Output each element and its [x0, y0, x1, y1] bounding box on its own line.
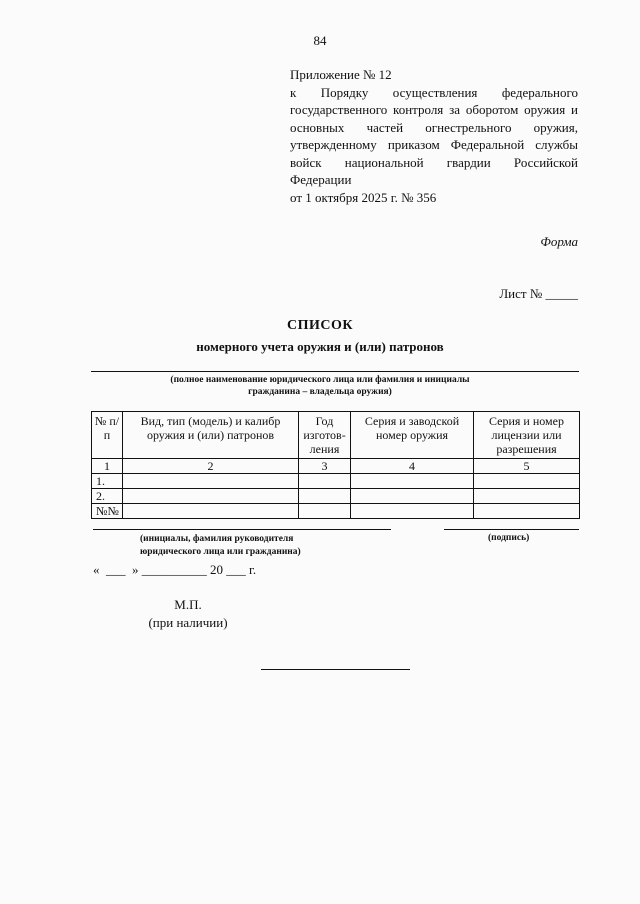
table-cell[interactable] [474, 489, 580, 504]
appendix-block [290, 66, 578, 206]
column-number: 5 [474, 459, 580, 474]
table-cell[interactable] [123, 489, 299, 504]
appendix-date-line: от 1 октября 2025 г. № 356 [290, 189, 437, 205]
signatory-caption [140, 533, 301, 559]
document-title: СПИСОК [286, 318, 354, 333]
date-line: « ___ » __________ 20 ___ г. [93, 562, 257, 577]
table-cell[interactable] [299, 489, 351, 504]
signatory-name-line [93, 529, 391, 530]
table-cell[interactable] [123, 474, 299, 489]
signatory-caption-line1: (инициалы, фамилия руководителя [140, 534, 294, 544]
signature-line [444, 529, 579, 530]
stamp-block [138, 596, 238, 632]
owner-name-line [91, 371, 579, 372]
table-cell[interactable] [123, 504, 299, 519]
owner-caption [130, 374, 510, 398]
table-row [92, 504, 580, 519]
header-license: Серия и номер лицензии или разрешения [474, 412, 580, 459]
stamp-note: (при наличии) [148, 615, 228, 630]
form-label: Форма [540, 234, 578, 249]
bottom-line [261, 669, 410, 670]
page-number: 84 [313, 33, 327, 48]
table-cell[interactable] [474, 504, 580, 519]
owner-caption-line1: (полное наименование юридического лица или фамилия и инициалы [170, 375, 470, 385]
sheet-number-label: Лист № _____ [499, 286, 578, 301]
weapons-table [91, 411, 580, 519]
signature-caption: (подпись) [488, 533, 530, 543]
column-number: 3 [299, 459, 351, 474]
column-number: 2 [123, 459, 299, 474]
signatory-caption-line2: юридического лица или гражданина) [140, 547, 301, 557]
document-subtitle: номерного учета оружия и (или) патронов [196, 339, 444, 354]
row-label: 2. [92, 489, 123, 504]
column-number-row [92, 459, 580, 474]
table-cell[interactable] [351, 474, 474, 489]
header-number: № п/п [92, 412, 123, 459]
table-cell[interactable] [351, 504, 474, 519]
column-number: 4 [351, 459, 474, 474]
stamp-label: М.П. [174, 597, 202, 612]
table-row [92, 474, 580, 489]
table-cell[interactable] [299, 504, 351, 519]
table-cell[interactable] [299, 474, 351, 489]
row-label: №№ [92, 504, 123, 519]
table-row [92, 489, 580, 504]
table-cell[interactable] [351, 489, 474, 504]
table-header-row [92, 412, 580, 459]
appendix-title: Приложение № 12 [290, 67, 392, 82]
header-serial: Серия и заводской номер оружия [351, 412, 474, 459]
row-label: 1. [92, 474, 123, 489]
appendix-body: к Порядку осуществления федерального государственного контроля за оборотом оружия и основных частей огнестрельного оружия, утвержденному приказом Федеральной службы войск национальной гвардии Российской Федерации [290, 84, 578, 187]
column-number: 1 [92, 459, 123, 474]
header-year: Год изготов-ления [299, 412, 351, 459]
table-cell[interactable] [474, 474, 580, 489]
owner-caption-line2: гражданина – владельца оружия) [248, 387, 392, 397]
header-type: Вид, тип (модель) и калибр оружия и (или) патронов [123, 412, 299, 459]
